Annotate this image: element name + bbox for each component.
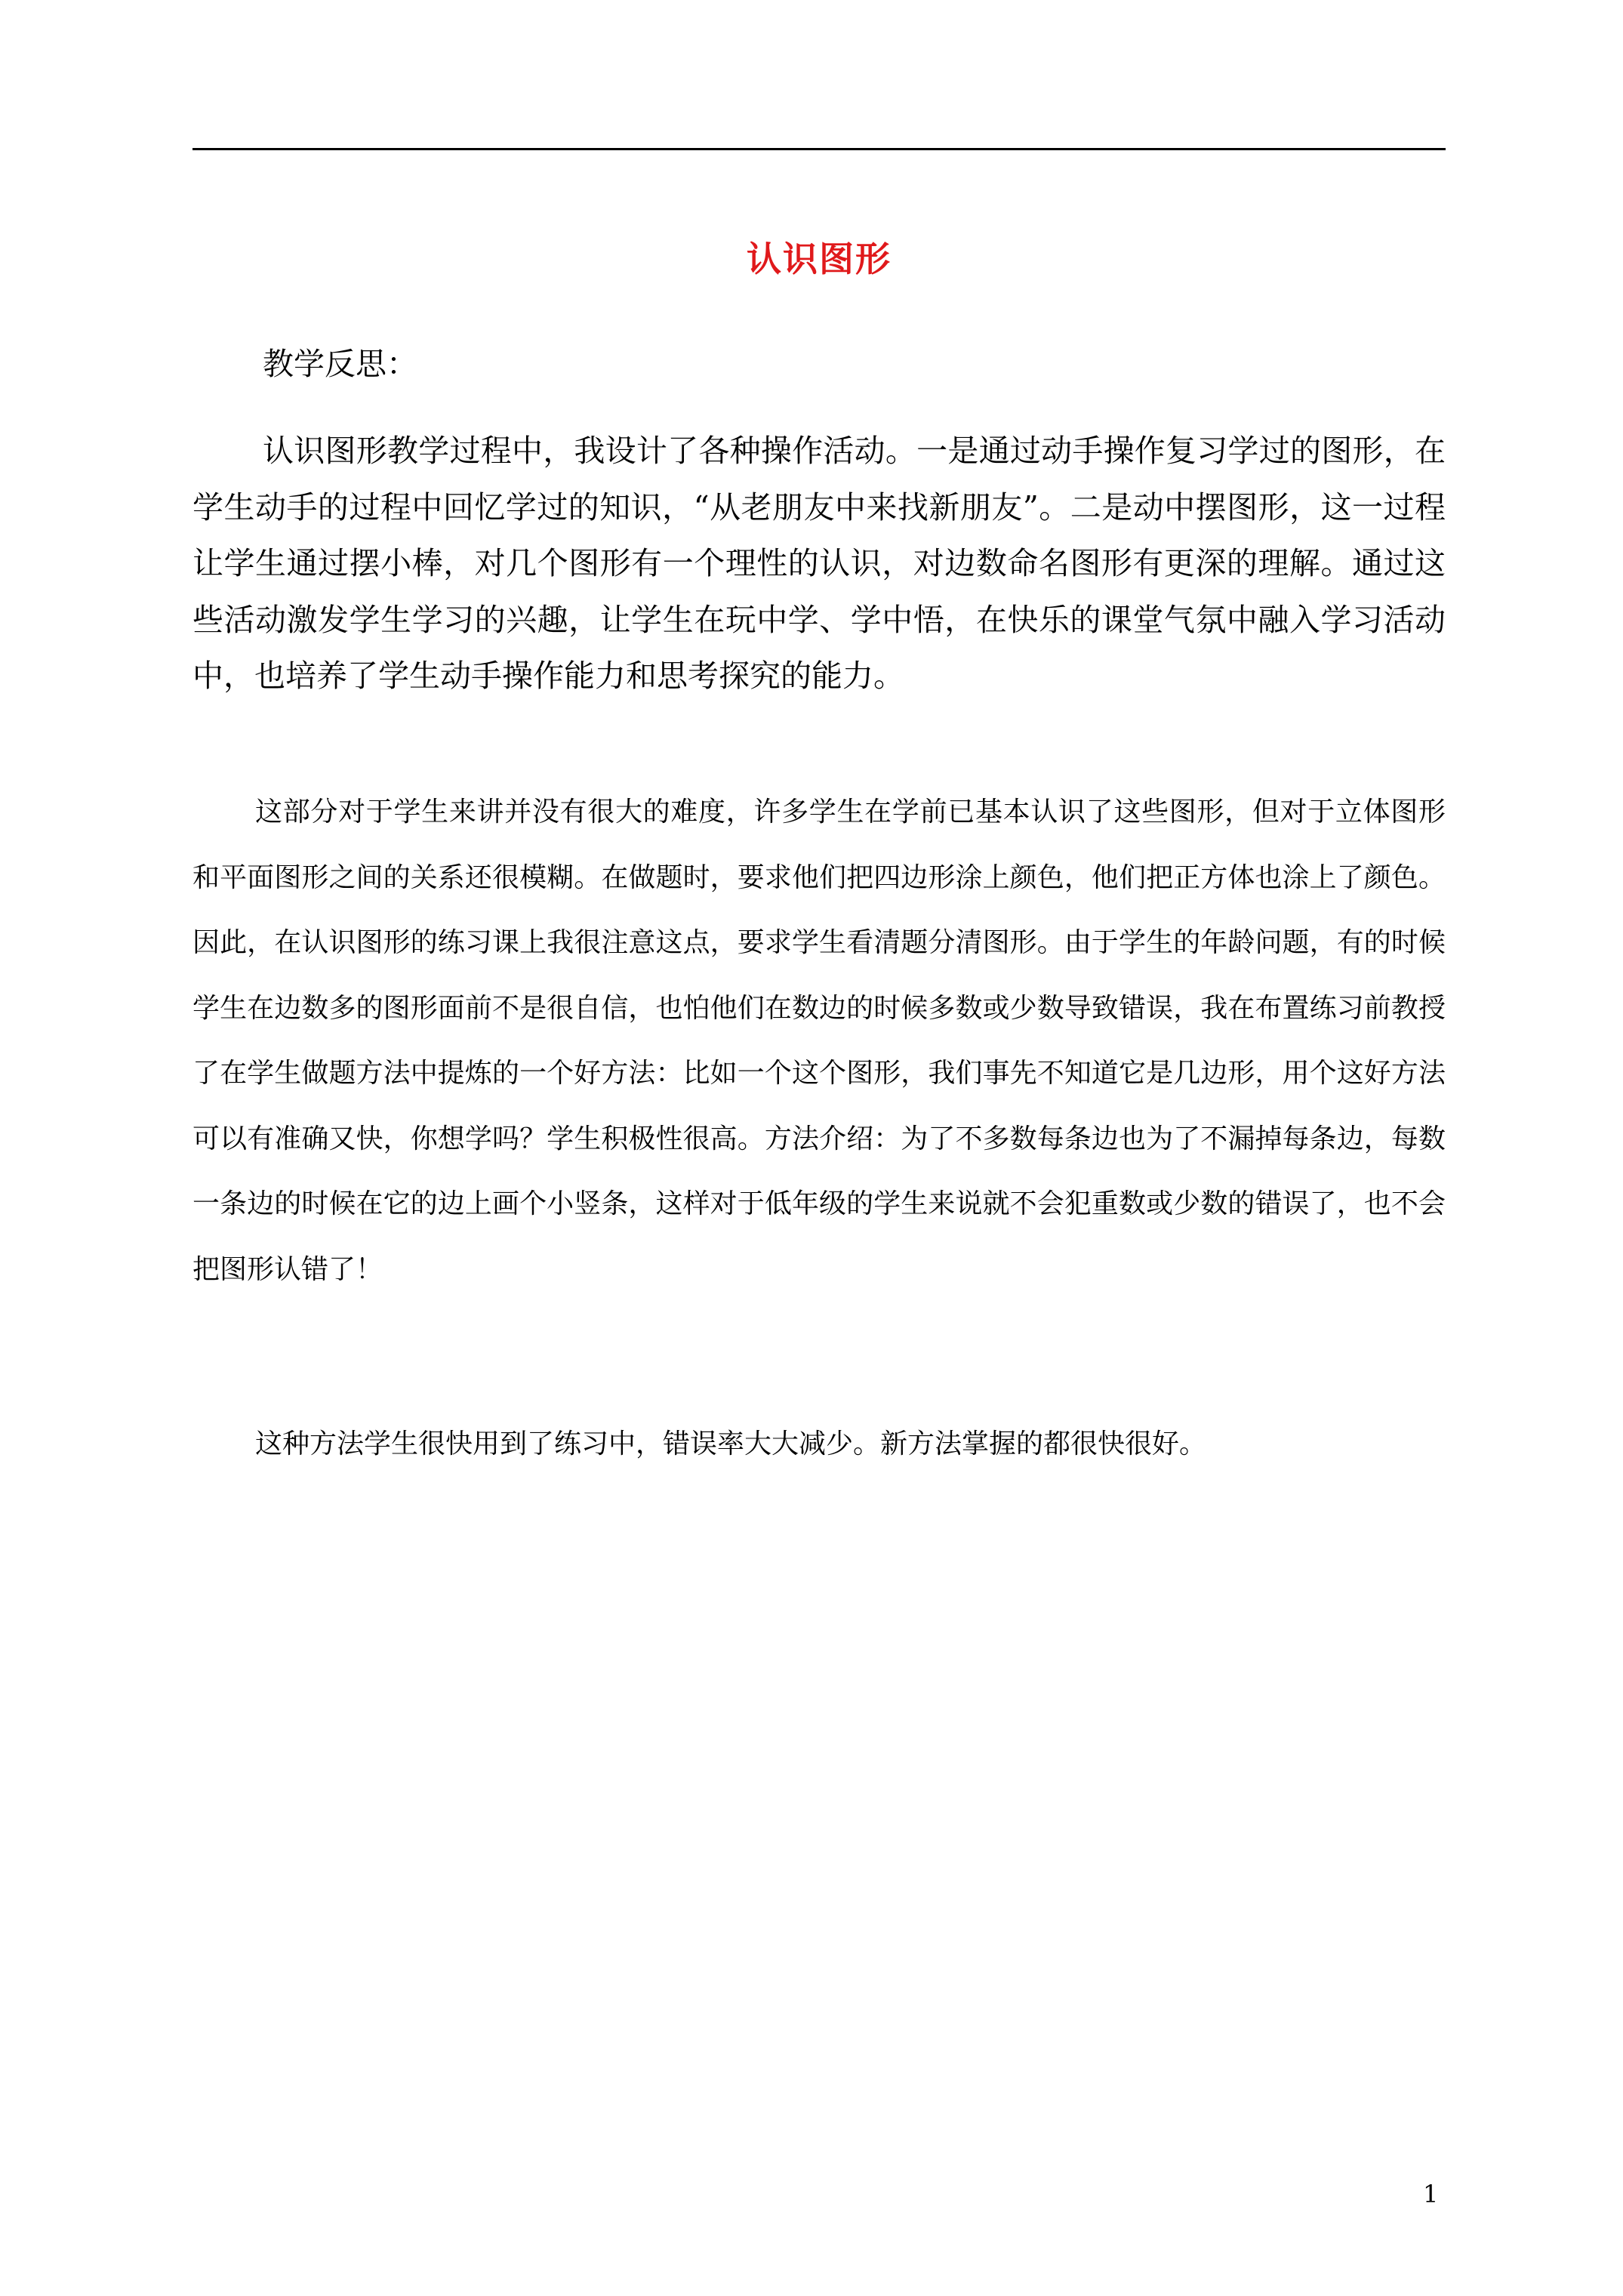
document-title: 认识图形 [747, 239, 892, 279]
paragraph-reflection-1: 认识图形教学过程中，我设计了各种操作活动。一是通过动手操作复习学过的图形，在学生动手的过程中回忆学过的知识，“从老朋友中来找新朋友”。二是动中摆图形，这一过程让学生通过摆小棒，对几个图形有一个理性的认识，对边数命名图形有更深的理解。通过这些活动激发学生学习的兴趣，让学生在玩中学、学中悟，在快乐的课堂气氛中融入学习活动中，也培养了学生动手操作能力和思考探究的能力。 [192, 433, 1446, 694]
page-number: 1 [1423, 2180, 1439, 2208]
section-label: 教学反思： [263, 346, 417, 382]
paragraph-reflection-3: 这种方法学生很快用到了练习中，错误率大大减少。新方法掌握的都很快很好。 [255, 1428, 1207, 1459]
header-rule [192, 148, 1446, 150]
paragraph-reflection-2: 这部分对于学生来讲并没有很大的难度，许多学生在学前已基本认识了这些图形，但对于立体图形和平面图形之间的关系还很模糊。在做题时，要求他们把四边形涂上颜色，他们把正方体也涂上了颜色。因此，在认识图形的练习课上我很注意这点，要求学生看清题分清图形。由于学生的年龄问题，有的时候学生在边数多的图形面前不是很自信，也怕他们在数边的时候多数或少数导致错误，我在布置练习前教授了在学生做题方法中提炼的一个好方法：比如一个这个图形，我们事先不知道它是几边形，用个这好方法可以有准确又快，你想学吗？学生积极性很高。方法介绍：为了不多数每条边也为了不漏掉每条边，每数一条边的时候在它的边上画个小竖条，这样对于低年级的学生来说就不会犯重数或少数的错误了，也不会把图形认错了！ [192, 797, 1446, 1285]
